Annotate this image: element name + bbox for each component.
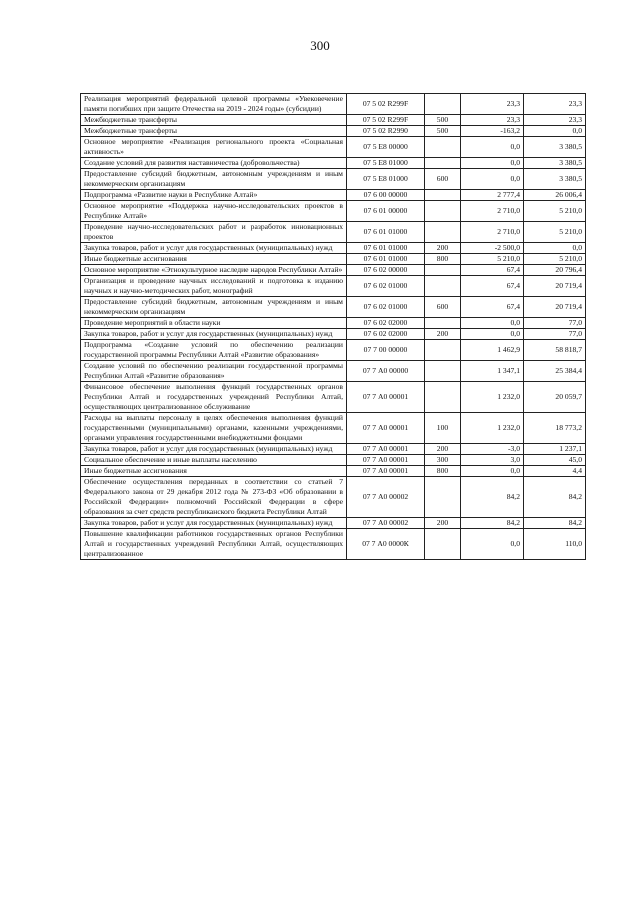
amount-change-cell: 1 232,0: [461, 413, 524, 444]
classification-code-cell: 07 5 02 R299F: [347, 115, 425, 126]
table-row: [81, 529, 586, 560]
table-row: [81, 190, 586, 201]
classification-code-cell: 07 7 А0 00002: [347, 477, 425, 518]
classification-code-cell: 07 5 E8 01000: [347, 158, 425, 169]
expense-name-cell: Социальное обеспечение и иные выплаты населению: [81, 455, 347, 466]
amount-total-cell: 20 059,7: [524, 382, 586, 413]
expense-type-cell: 200: [425, 329, 461, 340]
expense-type-cell: 800: [425, 254, 461, 265]
expense-type-cell: [425, 158, 461, 169]
classification-code-cell: 07 7 А0 0000К: [347, 529, 425, 560]
amount-total-cell: 5 210,0: [524, 254, 586, 265]
classification-code-cell: 07 6 01 01000: [347, 222, 425, 243]
table-row: [81, 254, 586, 265]
table-row: [81, 243, 586, 254]
amount-total-cell: 3 380,5: [524, 169, 586, 190]
amount-total-cell: 0,0: [524, 126, 586, 137]
table-row: [81, 455, 586, 466]
classification-code-cell: 07 6 01 00000: [347, 201, 425, 222]
table-row: [81, 201, 586, 222]
expense-type-cell: [425, 94, 461, 115]
amount-total-cell: 5 210,0: [524, 201, 586, 222]
expense-name-cell: Финансовое обеспечение выполнения функций государственных органов Республики Алтай и государственных учреждений Республики Алтай, осуществляющих централизованное обслуживание: [81, 382, 347, 413]
amount-total-cell: 20 796,4: [524, 265, 586, 276]
classification-code-cell: 07 7 А0 00001: [347, 413, 425, 444]
expense-name-cell: Основное мероприятие «Реализация регионального проекта «Социальная активность»: [81, 137, 347, 158]
expense-type-cell: 300: [425, 455, 461, 466]
amount-total-cell: 45,0: [524, 455, 586, 466]
expense-type-cell: [425, 265, 461, 276]
expense-type-cell: [425, 222, 461, 243]
expense-name-cell: Предоставление субсидий бюджетным, автономным учреждениям и иным некоммерческим организациям: [81, 297, 347, 318]
amount-change-cell: 0,0: [461, 466, 524, 477]
expense-name-cell: Закупка товаров, работ и услуг для государственных (муниципальных) нужд: [81, 444, 347, 455]
expense-name-cell: Проведение научно-исследовательских работ и разработок инновационных проектов: [81, 222, 347, 243]
classification-code-cell: 07 7 00 00000: [347, 340, 425, 361]
amount-total-cell: 18 773,2: [524, 413, 586, 444]
amount-change-cell: 0,0: [461, 158, 524, 169]
budget-table-body: [81, 94, 586, 560]
table-row: [81, 158, 586, 169]
amount-change-cell: 0,0: [461, 169, 524, 190]
table-row: [81, 169, 586, 190]
amount-total-cell: 110,0: [524, 529, 586, 560]
expense-type-cell: 200: [425, 444, 461, 455]
classification-code-cell: 07 5 E8 00000: [347, 137, 425, 158]
classification-code-cell: 07 7 А0 00001: [347, 466, 425, 477]
table-row: [81, 444, 586, 455]
expense-name-cell: Закупка товаров, работ и услуг для государственных (муниципальных) нужд: [81, 518, 347, 529]
expense-name-cell: Проведение мероприятий в области науки: [81, 318, 347, 329]
expense-type-cell: 800: [425, 466, 461, 477]
table-row: [81, 413, 586, 444]
table-row: [81, 137, 586, 158]
amount-total-cell: 23,3: [524, 94, 586, 115]
table-row: [81, 382, 586, 413]
classification-code-cell: 07 6 02 02000: [347, 329, 425, 340]
amount-change-cell: -2 500,0: [461, 243, 524, 254]
classification-code-cell: 07 6 02 01000: [347, 297, 425, 318]
expense-name-cell: Подпрограмма «Развитие науки в Республике Алтай»: [81, 190, 347, 201]
expense-type-cell: 200: [425, 518, 461, 529]
expense-type-cell: 600: [425, 297, 461, 318]
table-row: [81, 222, 586, 243]
expense-name-cell: Обеспечение осуществления переданных в соответствии со статьей 7 Федерального закона от 29 декабря 2012 года № 273-ФЗ «Об образовании в Российской Федерации» полномочий Российской Федерации в сфере образования за счет средств республиканского бюджета Республики Алтай: [81, 477, 347, 518]
classification-code-cell: 07 7 А0 00001: [347, 444, 425, 455]
classification-code-cell: 07 6 00 00000: [347, 190, 425, 201]
expense-name-cell: Межбюджетные трансферты: [81, 126, 347, 137]
table-row: [81, 518, 586, 529]
table-row: [81, 297, 586, 318]
amount-total-cell: 58 818,7: [524, 340, 586, 361]
classification-code-cell: 07 5 02 R2990: [347, 126, 425, 137]
amount-total-cell: 3 380,5: [524, 158, 586, 169]
classification-code-cell: 07 5 02 R299F: [347, 94, 425, 115]
amount-total-cell: 26 006,4: [524, 190, 586, 201]
amount-change-cell: 0,0: [461, 137, 524, 158]
expense-name-cell: Основное мероприятие «Этнокультурное наследие народов Республики Алтай»: [81, 265, 347, 276]
expense-type-cell: [425, 340, 461, 361]
amount-total-cell: 3 380,5: [524, 137, 586, 158]
classification-code-cell: 07 7 А0 00000: [347, 361, 425, 382]
amount-total-cell: 84,2: [524, 477, 586, 518]
expense-name-cell: Закупка товаров, работ и услуг для государственных (муниципальных) нужд: [81, 329, 347, 340]
amount-total-cell: 77,0: [524, 318, 586, 329]
amount-change-cell: 2 777,4: [461, 190, 524, 201]
expense-name-cell: Межбюджетные трансферты: [81, 115, 347, 126]
expense-name-cell: Иные бюджетные ассигнования: [81, 466, 347, 477]
expense-type-cell: [425, 529, 461, 560]
amount-total-cell: 1 237,1: [524, 444, 586, 455]
amount-change-cell: 67,4: [461, 265, 524, 276]
table-row: [81, 340, 586, 361]
amount-total-cell: 0,0: [524, 243, 586, 254]
expense-name-cell: Подпрограмма «Создание условий по обеспечению реализации государственной программы Республики Алтай «Развитие образования»: [81, 340, 347, 361]
amount-change-cell: 23,3: [461, 115, 524, 126]
budget-table: [80, 93, 586, 560]
expense-name-cell: Повышение квалификации работников государственных органов Республики Алтай и государственных учреждений Республики Алтай, осуществляющих централизованное: [81, 529, 347, 560]
amount-change-cell: 0,0: [461, 318, 524, 329]
classification-code-cell: 07 6 02 00000: [347, 265, 425, 276]
amount-total-cell: 84,2: [524, 518, 586, 529]
page-number: 300: [310, 38, 330, 53]
table-row: [81, 329, 586, 340]
amount-change-cell: 1 462,9: [461, 340, 524, 361]
expense-name-cell: Закупка товаров, работ и услуг для государственных (муниципальных) нужд: [81, 243, 347, 254]
table-row: [81, 361, 586, 382]
amount-change-cell: 2 710,0: [461, 222, 524, 243]
expense-name-cell: Иные бюджетные ассигнования: [81, 254, 347, 265]
table-row: [81, 126, 586, 137]
expense-name-cell: Расходы на выплаты персоналу в целях обеспечения выполнения функций государственными (муниципальными) органами, казенными учреждениями, органами управления государственными внебюджетными фондами: [81, 413, 347, 444]
expense-type-cell: [425, 137, 461, 158]
table-row: [81, 477, 586, 518]
expense-name-cell: Создание условий по обеспечению реализации государственной программы Республики Алтай «Развитие образования»: [81, 361, 347, 382]
table-row: [81, 318, 586, 329]
expense-name-cell: Создание условий для развития наставничества (добровольчества): [81, 158, 347, 169]
classification-code-cell: 07 6 02 02000: [347, 318, 425, 329]
expense-name-cell: Организация и проведение научных исследований и подготовка к изданию научных и научно-методических работ, монографий: [81, 276, 347, 297]
classification-code-cell: 07 7 А0 00002: [347, 518, 425, 529]
table-row: [81, 276, 586, 297]
expense-type-cell: [425, 201, 461, 222]
expense-type-cell: [425, 190, 461, 201]
amount-change-cell: 1 232,0: [461, 382, 524, 413]
expense-type-cell: 500: [425, 115, 461, 126]
expense-type-cell: [425, 276, 461, 297]
table-row: [81, 265, 586, 276]
classification-code-cell: 07 6 02 01000: [347, 276, 425, 297]
amount-change-cell: -163,2: [461, 126, 524, 137]
classification-code-cell: 07 6 01 01000: [347, 254, 425, 265]
amount-change-cell: 67,4: [461, 276, 524, 297]
amount-change-cell: 84,2: [461, 477, 524, 518]
amount-total-cell: 4,4: [524, 466, 586, 477]
classification-code-cell: 07 7 А0 00001: [347, 382, 425, 413]
expense-name-cell: Основное мероприятие «Поддержка научно-исследовательских проектов в Республике Алтай»: [81, 201, 347, 222]
amount-total-cell: 25 384,4: [524, 361, 586, 382]
amount-change-cell: 67,4: [461, 297, 524, 318]
expense-type-cell: 200: [425, 243, 461, 254]
classification-code-cell: 07 7 А0 00001: [347, 455, 425, 466]
expense-type-cell: 500: [425, 126, 461, 137]
amount-total-cell: 20 719,4: [524, 276, 586, 297]
amount-change-cell: 23,3: [461, 94, 524, 115]
amount-total-cell: 23,3: [524, 115, 586, 126]
expense-type-cell: [425, 318, 461, 329]
expense-type-cell: [425, 382, 461, 413]
table-row: [81, 94, 586, 115]
table-row: [81, 466, 586, 477]
amount-total-cell: 77,0: [524, 329, 586, 340]
expense-type-cell: 100: [425, 413, 461, 444]
amount-total-cell: 20 719,4: [524, 297, 586, 318]
classification-code-cell: 07 5 E8 01000: [347, 169, 425, 190]
expense-type-cell: [425, 361, 461, 382]
amount-total-cell: 5 210,0: [524, 222, 586, 243]
expense-name-cell: Реализация мероприятий федеральной целевой программы «Увековечение памяти погибших при защите Отечества на 2019 - 2024 годы» (субсидии): [81, 94, 347, 115]
classification-code-cell: 07 6 01 01000: [347, 243, 425, 254]
expense-type-cell: [425, 477, 461, 518]
amount-change-cell: 5 210,0: [461, 254, 524, 265]
amount-change-cell: 84,2: [461, 518, 524, 529]
table-row: [81, 115, 586, 126]
amount-change-cell: -3,0: [461, 444, 524, 455]
amount-change-cell: 0,0: [461, 529, 524, 560]
expense-type-cell: 600: [425, 169, 461, 190]
amount-change-cell: 1 347,1: [461, 361, 524, 382]
expense-name-cell: Предоставление субсидий бюджетным, автономным учреждениям и иным некоммерческим организациям: [81, 169, 347, 190]
amount-change-cell: 0,0: [461, 329, 524, 340]
amount-change-cell: 3,0: [461, 455, 524, 466]
amount-change-cell: 2 710,0: [461, 201, 524, 222]
